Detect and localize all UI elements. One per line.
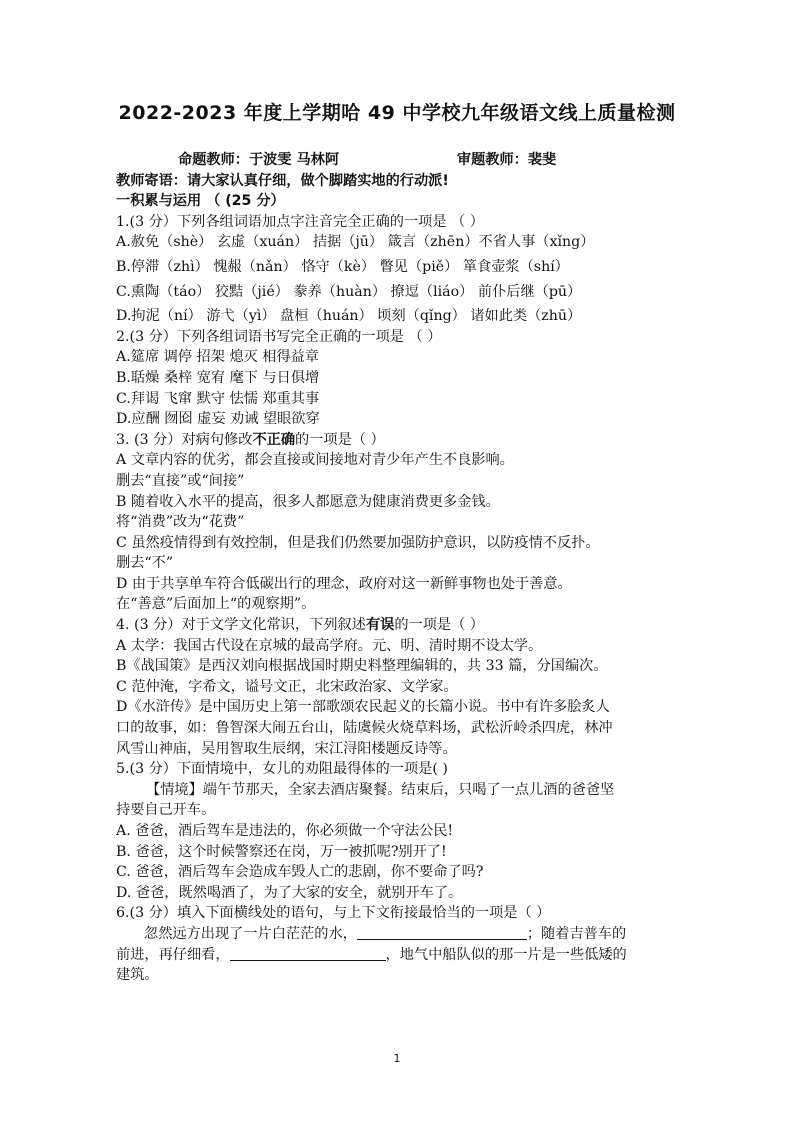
- q3-option-d-fix: 在“善意”后面加上“的观察期”。: [116, 596, 316, 613]
- q6-blank-1[interactable]: [357, 925, 527, 940]
- q3-option-b: B 随着收入水平的提高，很多人都愿意为健康消费更多金钱。: [116, 493, 500, 510]
- q4-option-d-2: 口的故事，如：鲁智深大闹五台山，陆虞候火烧草料场，武松沂岭杀四虎，林冲: [116, 720, 613, 737]
- q6-blank-2[interactable]: [230, 946, 386, 961]
- q4-option-d-3: 风雪山神庙，吴用智取生辰纲，宋江浔阳楼题反诗等。: [116, 740, 457, 757]
- q3-option-c-fix: 删去“不”: [116, 555, 174, 572]
- q6-text-1: 忽然远方出现了一片白茫茫的水， ；随着吉普车的: [144, 925, 627, 942]
- q3-stem: 3. (3 分）对病句修改不正确的一项是（ ）: [116, 431, 385, 448]
- page-number: 1: [393, 1052, 401, 1065]
- q2-option-a: A.筵席 调停 招架 熄灭 相得益章: [116, 349, 320, 366]
- q4-option-d-1: D《水浒传》是中国历史上第一部歌颂农民起义的长篇小说。书中有许多脍炙人: [116, 699, 610, 716]
- q1-option-a: A.赦免（shè） 玄虚（xuán） 拮据（jū） 箴言（zhēn）不省人事（xǐng）: [116, 234, 595, 251]
- authors: 命题教师：于波雯 马林阿: [178, 152, 340, 168]
- q4-option-b: B《战国策》是西汉刘向根据战国时期史料整理编辑的，共 33 篇，分国编次。: [116, 658, 608, 675]
- exam-content: [116, 150, 686, 986]
- q5-stem: 5.(3 分）下面情境中，女儿的劝阻最得体的一项是( ): [116, 761, 448, 778]
- q2-option-b: B.聒燥 桑梓 宽宥 麾下 与日俱增: [116, 369, 320, 386]
- q6-text-2: 前进，再仔细看， ，地气中船队似的那一片是一些低矮的: [116, 946, 627, 963]
- q5-context-1: 【情境】端午节那天，全家去酒店聚餐。结束后，只喝了一点儿酒的爸爸坚: [146, 781, 615, 798]
- q4-option-a: A 太学：我国古代设在京城的最高学府。元、明、清时期不设太学。: [116, 637, 543, 654]
- q3-option-b-fix: 将“消费”改为“花费”: [116, 514, 245, 531]
- q5-context-2: 持要自己开车。: [116, 802, 216, 819]
- q2-stem: 2.(3 分）下列各组词语书写完全正确的一项是 （ ）: [116, 328, 442, 345]
- q4-option-c: C 范仲淹，字希文，谥号文正，北宋政治家、文学家。: [116, 678, 458, 695]
- q5-option-d: D. 爸爸，既然喝酒了，为了大家的安全，就别开车了。: [116, 884, 463, 901]
- q6-stem: 6.(3 分）填入下面横线处的语句，与上下文衔接最恰当的一项是（ ）: [116, 905, 551, 922]
- q1-option-b: B.停滞（zhì） 愧赧（nǎn） 恪守（kè） 瞥见（piě） 箪食壶浆（shí）: [116, 258, 569, 275]
- q2-option-d: D.应酬 囫囵 虚妄 劝诫 望眼欲穿: [116, 411, 320, 428]
- q5-option-c: C. 爸爸，酒后驾车会造成车毁人亡的悲剧，你不要命了吗?: [116, 864, 484, 881]
- teacher-message: 教师寄语：请大家认真仔细，做个脚踏实地的行动派!: [116, 172, 449, 189]
- q5-option-a: A. 爸爸，酒后驾车是违法的，你必须做一个守法公民!: [116, 823, 454, 839]
- q1-option-d: D.拘泥（ní） 游弋（yì） 盘桓（huán） 顷刻（qǐng） 诸如此类（zhū）: [116, 308, 582, 325]
- q5-option-b: B. 爸爸，这个时候警察还在岗，万一被抓呢?别开了!: [116, 843, 447, 860]
- q3-option-a: A 文章内容的优劣，都会直接或间接地对青少年产生不良影响。: [116, 452, 514, 469]
- q3-option-a-fix: 删去“直接”或“间接”: [116, 472, 245, 489]
- q6-text-3: 建筑。: [116, 967, 159, 984]
- section-heading: 一积累与运用 （ (25 分）: [116, 193, 285, 210]
- reviewer: 审题教师：裴斐: [456, 152, 557, 168]
- page-title: 2022-2023 年度上学期哈 49 中学校九年级语文线上质量检测: [118, 102, 676, 124]
- q4-stem: 4. (3 分）对于文学文化常识，下列叙述有误的一项是（ ）: [116, 617, 484, 634]
- q1-stem: 1.(3 分）下列各组词语加点字注音完全正确的一项是 （ ）: [116, 213, 484, 230]
- header-authors-line: [116, 150, 686, 171]
- q3-option-c: C 虽然疫情得到有效控制，但是我们仍然要加强防护意识，以防疫情不反扑。: [116, 534, 600, 551]
- q1-option-c: C.熏陶（táo） 狡黠（jié） 豢养（huàn） 撩逗（liáo） 前仆后继（pū）: [116, 283, 582, 300]
- q2-option-c: C.拜谒 飞窜 默守 怯懦 郑重其事: [116, 390, 320, 407]
- q3-option-d: D 由于共享单车符合低碳出行的理念，政府对这一新鲜事物也处于善意。: [116, 575, 572, 592]
